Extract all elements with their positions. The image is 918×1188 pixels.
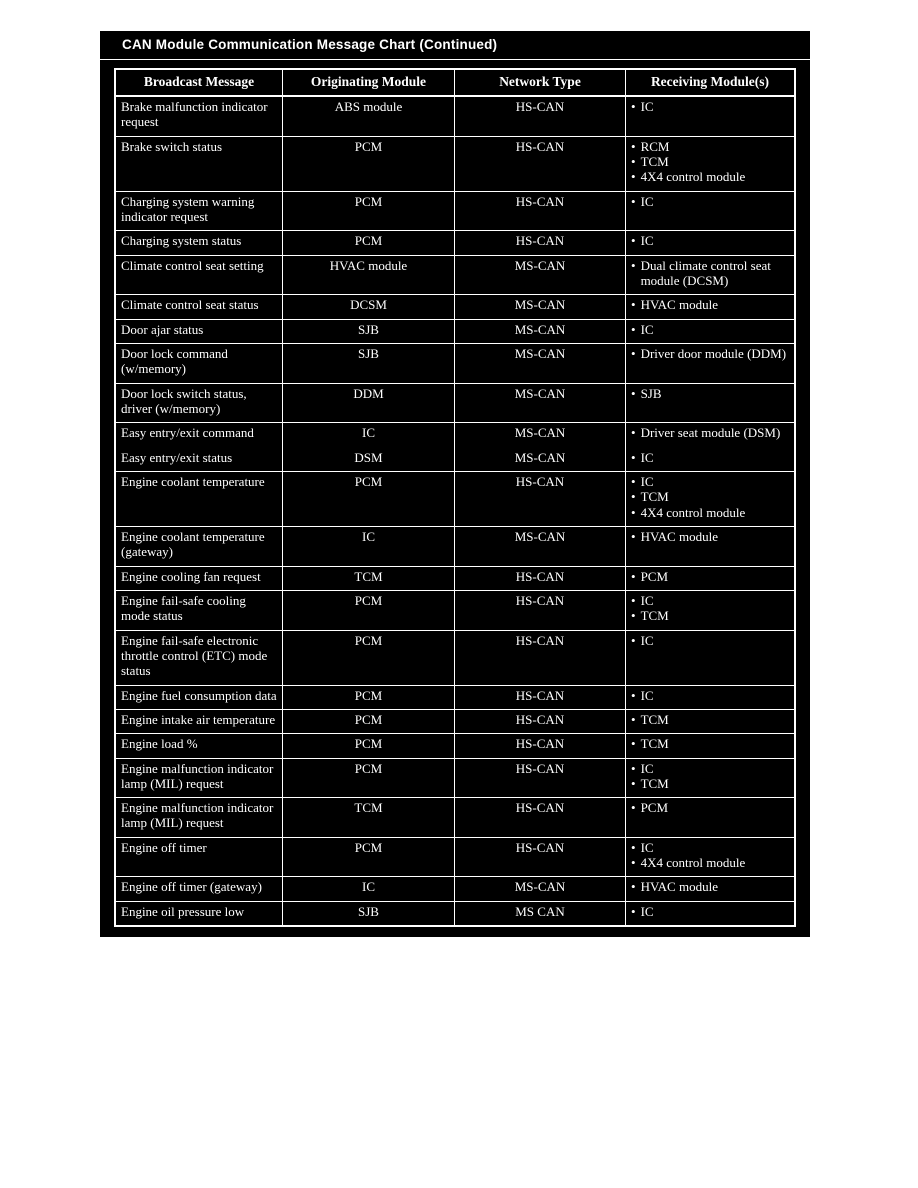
row-entry — [116, 448, 794, 471]
receiver-label: Dual climate control seat module (DCSM) — [640, 257, 771, 288]
origin-cell: PCM — [283, 838, 455, 877]
receiver-label: 4X4 control module — [640, 169, 746, 185]
receiver-item — [631, 736, 789, 751]
table-row — [116, 231, 794, 255]
receiver-item — [631, 233, 789, 248]
receivers-cell — [626, 877, 794, 900]
table-row — [116, 384, 794, 424]
receiver-label: IC — [640, 760, 654, 776]
origin-cell: HVAC module — [283, 256, 455, 295]
bullet-icon: • — [631, 632, 636, 648]
receiver-label: IC — [640, 321, 654, 337]
origin-cell: IC — [283, 877, 455, 900]
bullet-icon: • — [631, 608, 636, 624]
network-cell: MS-CAN — [455, 527, 626, 566]
table-row — [116, 320, 794, 344]
network-cell: HS-CAN — [455, 472, 626, 526]
message-cell: Engine coolant temperature (gateway) — [116, 527, 283, 566]
receiver-label: 4X4 control module — [640, 504, 746, 520]
table-header-row — [116, 70, 794, 97]
table-row — [116, 567, 794, 591]
receivers-cell — [626, 902, 794, 925]
message-cell: Engine fail-safe electronic throttle control (ETC) mode status — [116, 631, 283, 685]
origin-cell: PCM — [283, 192, 455, 231]
network-cell: HS-CAN — [455, 192, 626, 231]
table-row — [116, 838, 794, 878]
receiver-label: 4X4 control module — [640, 855, 746, 871]
network-cell: HS-CAN — [455, 591, 626, 630]
row-entry — [116, 344, 794, 383]
column-header: Broadcast Message — [116, 70, 283, 95]
row-entry — [116, 423, 794, 447]
network-cell: HS-CAN — [455, 97, 626, 136]
bullet-icon: • — [631, 687, 636, 703]
row-entry — [116, 838, 794, 877]
network-cell: MS-CAN — [455, 877, 626, 900]
receivers-cell — [626, 527, 794, 566]
receiver-item — [631, 322, 789, 337]
origin-cell: ABS module — [283, 97, 455, 136]
bullet-icon: • — [631, 473, 636, 489]
receiver-label: IC — [640, 449, 654, 465]
bullet-icon: • — [631, 449, 636, 465]
row-entry — [116, 734, 794, 757]
message-cell: Engine load % — [116, 734, 283, 757]
origin-cell: TCM — [283, 567, 455, 590]
table-row — [116, 137, 794, 192]
row-entry — [116, 567, 794, 590]
receivers-cell — [626, 384, 794, 423]
receiver-item — [631, 139, 789, 154]
receiver-item — [631, 840, 789, 855]
receiver-label: TCM — [640, 608, 669, 624]
message-cell: Door lock command (w/memory) — [116, 344, 283, 383]
receiver-label: PCM — [640, 800, 669, 816]
bullet-icon: • — [631, 345, 636, 361]
row-entry — [116, 591, 794, 630]
receiver-label: IC — [640, 839, 654, 855]
message-cell: Door lock switch status, driver (w/memory) — [116, 384, 283, 423]
receivers-cell — [626, 320, 794, 343]
receiver-label: TCM — [640, 736, 669, 752]
receiver-item — [631, 569, 789, 584]
receiver-item — [631, 489, 789, 504]
table-row — [116, 710, 794, 734]
network-cell: HS-CAN — [455, 759, 626, 798]
network-cell: HS-CAN — [455, 631, 626, 685]
table-row — [116, 759, 794, 799]
receiver-label: IC — [640, 903, 654, 919]
row-entry — [116, 877, 794, 900]
table-row — [116, 97, 794, 137]
network-cell: HS-CAN — [455, 137, 626, 191]
receivers-cell — [626, 192, 794, 231]
origin-cell: PCM — [283, 137, 455, 191]
bullet-icon: • — [631, 775, 636, 791]
column-header: Originating Module — [283, 70, 455, 95]
receivers-cell — [626, 231, 794, 254]
table-row — [116, 902, 794, 925]
receiver-label: IC — [640, 99, 654, 114]
receiver-item — [631, 712, 789, 727]
column-header: Network Type — [455, 70, 626, 95]
bullet-icon: • — [631, 568, 636, 584]
receivers-cell — [626, 448, 794, 471]
row-entry — [116, 631, 794, 685]
row-entry — [116, 798, 794, 837]
network-cell: HS-CAN — [455, 838, 626, 877]
origin-cell: SJB — [283, 320, 455, 343]
receiver-label: Driver seat module (DSM) — [640, 425, 781, 441]
network-cell: HS-CAN — [455, 710, 626, 733]
page-title: CAN Module Communication Message Chart (Continued) — [100, 30, 810, 60]
origin-cell: DSM — [283, 448, 455, 471]
row-entry — [116, 256, 794, 295]
receivers-cell — [626, 759, 794, 798]
receiver-label: IC — [640, 687, 654, 703]
network-cell: MS-CAN — [455, 448, 626, 471]
network-cell: MS CAN — [455, 902, 626, 925]
receiver-label: SJB — [640, 385, 662, 401]
receiver-item — [631, 688, 789, 703]
table-row — [116, 686, 794, 710]
origin-cell: PCM — [283, 631, 455, 685]
column-header: Receiving Module(s) — [650, 74, 770, 89]
row-entry — [116, 137, 794, 191]
bullet-icon: • — [631, 839, 636, 855]
row-entry — [116, 295, 794, 318]
receiver-item — [631, 450, 789, 465]
receivers-cell — [626, 710, 794, 733]
table-row — [116, 256, 794, 296]
receiver-label: HVAC module — [640, 528, 718, 544]
receiver-item — [631, 904, 789, 919]
bullet-icon: • — [631, 257, 636, 273]
row-entry — [116, 320, 794, 343]
receiver-item — [631, 855, 789, 870]
row-entry — [116, 686, 794, 709]
receiver-item — [631, 258, 789, 289]
receiver-label: TCM — [640, 775, 669, 791]
receivers-cell — [626, 567, 794, 590]
bullet-icon: • — [631, 736, 636, 752]
row-entry — [116, 192, 794, 231]
receivers-cell — [626, 137, 794, 191]
row-entry — [116, 902, 794, 925]
can-message-table — [114, 68, 796, 927]
origin-cell: IC — [283, 527, 455, 566]
receiver-item — [631, 154, 789, 169]
message-cell: Engine cooling fan request — [116, 567, 283, 590]
message-cell: Easy entry/exit command — [116, 423, 283, 447]
receiver-label: IC — [640, 233, 654, 249]
receivers-cell — [626, 838, 794, 877]
network-cell: MS-CAN — [455, 423, 626, 447]
message-cell: Engine fuel consumption data — [116, 686, 283, 709]
message-cell: Brake malfunction indicator request — [116, 97, 283, 136]
origin-cell: SJB — [283, 902, 455, 925]
receiver-label: IC — [640, 193, 654, 209]
network-cell: HS-CAN — [455, 231, 626, 254]
bullet-icon: • — [631, 233, 636, 249]
bullet-icon: • — [631, 138, 636, 154]
table-body — [116, 97, 794, 925]
receiver-label: Driver door module (DDM) — [640, 345, 787, 361]
receivers-cell — [626, 97, 794, 136]
receivers-cell — [626, 295, 794, 318]
row-entry — [116, 231, 794, 254]
receiver-item — [631, 346, 789, 361]
message-cell: Engine oil pressure low — [116, 902, 283, 925]
bullet-icon: • — [631, 903, 636, 919]
receiver-label: TCM — [640, 153, 669, 169]
bullet-icon: • — [631, 169, 636, 185]
message-cell: Charging system status — [116, 231, 283, 254]
receiver-item — [631, 608, 789, 623]
document-panel — [100, 30, 810, 937]
receiver-item — [631, 879, 789, 894]
receiver-item — [631, 297, 789, 312]
message-cell: Climate control seat setting — [116, 256, 283, 295]
row-entry — [116, 97, 794, 136]
bullet-icon: • — [631, 855, 636, 871]
origin-cell: PCM — [283, 759, 455, 798]
table-row — [116, 344, 794, 384]
table-row — [116, 295, 794, 319]
origin-cell: PCM — [283, 734, 455, 757]
message-cell: Engine malfunction indicator lamp (MIL) request — [116, 798, 283, 837]
receiver-label: IC — [640, 632, 654, 648]
receiver-label: HVAC module — [640, 297, 718, 313]
table-row — [116, 192, 794, 232]
table-row — [116, 591, 794, 631]
receiver-label: IC — [640, 473, 654, 489]
network-cell: HS-CAN — [455, 798, 626, 837]
receiver-item — [631, 633, 789, 648]
receiver-item — [631, 529, 789, 544]
bullet-icon: • — [631, 321, 636, 337]
receiver-label: IC — [640, 592, 654, 608]
origin-cell: DDM — [283, 384, 455, 423]
bullet-icon: • — [631, 385, 636, 401]
origin-cell: PCM — [283, 686, 455, 709]
row-entry — [116, 759, 794, 798]
receiver-label: HVAC module — [640, 879, 718, 895]
receiver-item — [631, 169, 789, 184]
table-row — [116, 798, 794, 838]
message-cell: Engine intake air temperature — [116, 710, 283, 733]
table-row — [116, 734, 794, 758]
origin-cell: IC — [283, 423, 455, 447]
network-cell: HS-CAN — [455, 686, 626, 709]
row-entry — [116, 527, 794, 566]
message-cell: Easy entry/exit status — [116, 448, 283, 471]
message-cell: Engine fail-safe cooling mode status — [116, 591, 283, 630]
message-cell: Climate control seat status — [116, 295, 283, 318]
message-cell: Engine off timer — [116, 838, 283, 877]
bullet-icon: • — [631, 879, 636, 895]
receiver-item — [631, 425, 789, 440]
bullet-icon: • — [631, 193, 636, 209]
bullet-icon: • — [631, 592, 636, 608]
bullet-icon: • — [631, 99, 636, 114]
network-cell: MS-CAN — [455, 384, 626, 423]
bullet-icon: • — [631, 528, 636, 544]
network-cell: MS-CAN — [455, 256, 626, 295]
receivers-cell — [626, 591, 794, 630]
network-cell: HS-CAN — [455, 567, 626, 590]
table-row — [116, 527, 794, 567]
receiver-item — [631, 800, 789, 815]
receiver-label: TCM — [640, 711, 669, 727]
row-entry — [116, 384, 794, 423]
origin-cell: DCSM — [283, 295, 455, 318]
table-row — [116, 631, 794, 686]
receiver-label: TCM — [640, 489, 669, 505]
receivers-cell — [626, 344, 794, 383]
receivers-cell — [626, 631, 794, 685]
receivers-cell — [626, 423, 794, 447]
origin-cell: PCM — [283, 231, 455, 254]
network-cell: MS-CAN — [455, 295, 626, 318]
receiver-item — [631, 593, 789, 608]
bullet-icon: • — [631, 504, 636, 520]
message-cell: Door ajar status — [116, 320, 283, 343]
receiver-item — [631, 474, 789, 489]
receivers-cell — [626, 472, 794, 526]
receivers-cell — [626, 686, 794, 709]
bullet-icon: • — [631, 760, 636, 776]
network-cell: MS-CAN — [455, 344, 626, 383]
message-cell: Engine malfunction indicator lamp (MIL) request — [116, 759, 283, 798]
receiver-item — [631, 99, 789, 114]
network-cell: MS-CAN — [455, 320, 626, 343]
row-entry — [116, 472, 794, 526]
receiver-item — [631, 776, 789, 791]
receiver-item — [631, 194, 789, 209]
table-row — [116, 877, 794, 901]
message-cell: Engine off timer (gateway) — [116, 877, 283, 900]
bullet-icon: • — [631, 489, 636, 505]
receiver-item — [631, 505, 789, 520]
message-cell: Charging system warning indicator request — [116, 192, 283, 231]
receivers-cell — [626, 798, 794, 837]
table-row — [116, 472, 794, 527]
receivers-cell — [626, 734, 794, 757]
bullet-icon: • — [631, 153, 636, 169]
receiver-item — [631, 386, 789, 401]
origin-cell: SJB — [283, 344, 455, 383]
message-cell: Brake switch status — [116, 137, 283, 191]
message-cell: Engine coolant temperature — [116, 472, 283, 526]
bullet-icon: • — [631, 800, 636, 816]
row-entry — [116, 710, 794, 733]
receiver-item — [631, 761, 789, 776]
bullet-icon: • — [631, 297, 636, 313]
network-cell: HS-CAN — [455, 734, 626, 757]
origin-cell: PCM — [283, 591, 455, 630]
table-row — [116, 423, 794, 472]
receivers-cell — [626, 256, 794, 295]
receiver-label: RCM — [640, 138, 670, 154]
origin-cell: TCM — [283, 798, 455, 837]
bullet-icon: • — [631, 425, 636, 441]
origin-cell: PCM — [283, 710, 455, 733]
bullet-icon: • — [631, 711, 636, 727]
origin-cell: PCM — [283, 472, 455, 526]
receiver-label: PCM — [640, 568, 669, 584]
